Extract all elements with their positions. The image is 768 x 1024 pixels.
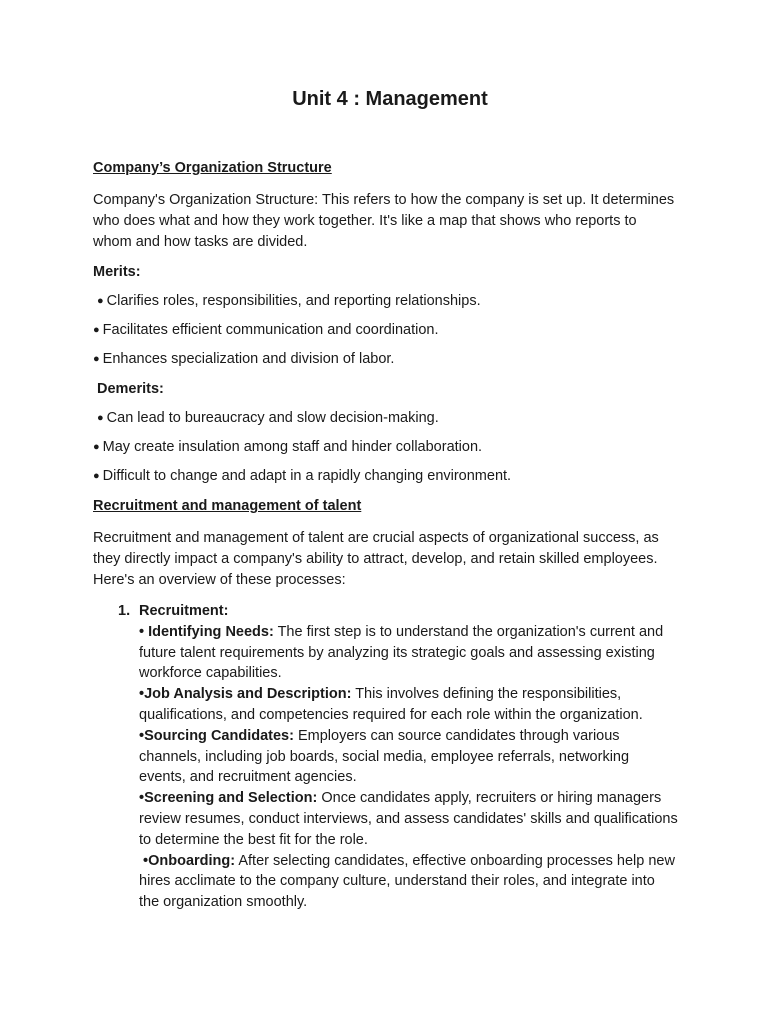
bullet-icon: ● — [97, 412, 104, 424]
demerit-item: ● Difficult to change and adapt in a rapidly changing environment. — [93, 468, 512, 484]
list-item-body — [139, 601, 678, 913]
section-heading-org-structure: Company’s Organization Structure — [93, 160, 332, 176]
sub-item-screening-selection: •Screening and Selection: Once candidates apply, recruiters or hiring managers review resumes, conduct interviews, and assess candidates' skills and qualifications to determine the best fit for the role. — [139, 790, 678, 848]
page-title: Unit 4 : Management — [292, 88, 488, 110]
demerits-label: Demerits: — [97, 381, 164, 397]
sub-item-sourcing-candidates: •Sourcing Candidates: Employers can source candidates through various channels, including job boards, social media, employee referrals, networking events, and recruitment agencies. — [139, 727, 630, 786]
demerit-item: ● May create insulation among staff and hinder collaboration. — [93, 439, 483, 455]
bullet-icon: ● — [93, 353, 100, 365]
numbered-list — [118, 601, 678, 913]
sub-item-identifying-needs: • Identifying Needs: The first step is to understand the organization's current and future talent requirements by analyzing its strategic goals and assessing existing workforce capabilities. — [139, 623, 664, 682]
bullet-icon: ● — [93, 324, 100, 336]
list-item — [118, 601, 678, 913]
bullet-icon: ● — [93, 470, 100, 482]
org-structure-intro: Company's Organization Structure: This refers to how the company is set up. It determines who does what and how they work together. It's like a map that shows who reports to whom and how tasks are divided. — [93, 192, 675, 250]
list-number: 1. — [118, 603, 131, 619]
section-heading-recruitment: Recruitment and management of talent — [93, 498, 362, 514]
sub-item-job-analysis: •Job Analysis and Description: This involves defining the responsibilities, qualifications, and competencies required for each role within the organization. — [139, 686, 643, 723]
merits-label: Merits: — [93, 264, 141, 280]
merit-item: ● Enhances specialization and division of labor. — [93, 351, 395, 367]
merit-item: ● Clarifies roles, responsibilities, and reporting relationships. — [97, 293, 481, 309]
list-item-title: Recruitment: — [139, 603, 229, 619]
bullet-icon: ● — [93, 441, 100, 453]
bullet-icon: ● — [97, 295, 104, 307]
merit-item: ● Facilitates efficient communication and coordination. — [93, 322, 439, 338]
sub-item-onboarding: •Onboarding: After selecting candidates, effective onboarding processes help new hires acclimate to the company culture, understand their roles, and integrate into the organization smoothly. — [139, 852, 679, 911]
demerit-item: ● Can lead to bureaucracy and slow decision-making. — [97, 410, 439, 426]
recruitment-intro: Recruitment and management of talent are crucial aspects of organizational success, as they directly impact a company's ability to attract, develop, and retain skilled employees. Here's an overview of these processes: — [93, 530, 659, 588]
